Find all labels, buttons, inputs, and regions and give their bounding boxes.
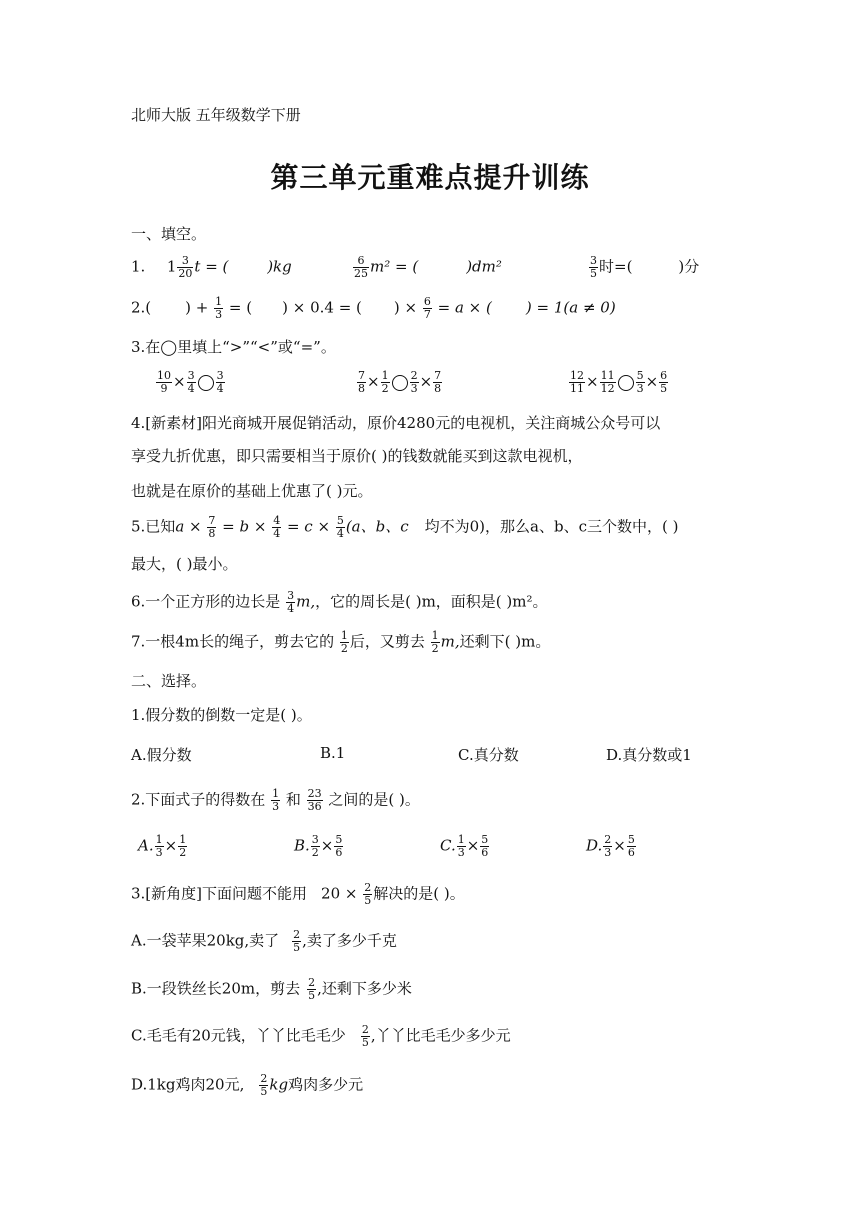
choice-2-option-c[interactable]: C. $\frac{1}{3}$ × $\frac{5}{6}$ xyxy=(440,833,489,859)
question-5: 5.已知a × $\frac{7}{8}$ = b × $\frac{4}{4}$ = c × $\frac{5}{4}$ (a、b、c 均不为0)，那么a、b、c三个数中，( ) xyxy=(131,514,679,540)
compare-1: $\frac{10}{9}$ × $\frac{3}{4}$ $\frac{3}{4}$ xyxy=(157,369,224,395)
question-4-line-2: 享受九折优惠，即只需要相当于原价( )的钱数就能买到这款电视机， xyxy=(131,447,583,465)
question-1: 1. 1 $\frac{3}{20}$ t = ( )kg xyxy=(131,254,292,280)
choice-1-option-d[interactable]: D.真分数或1 xyxy=(606,746,692,764)
fraction: $\frac{3}{20}$ xyxy=(178,254,193,280)
question-4-line-3: 也就是在原价的基础上优惠了( )元。 xyxy=(131,482,373,500)
page-title: 第三单元重难点提升训练 xyxy=(270,161,590,194)
choice-1-option-a[interactable]: A.假分数 xyxy=(131,746,192,764)
choice-3-option-d[interactable]: D.1kg鸡肉20元, $\frac{2}{5}$ kg鸡肉多少元 xyxy=(131,1072,364,1098)
question-1b: $\frac{6}{25}$ m² = ( )dm² xyxy=(354,254,502,280)
choice-3-option-c[interactable]: C.毛毛有20元钱，丫丫比毛毛少 $\frac{2}{5}$ ,丫丫比毛毛少多少元 xyxy=(131,1023,511,1049)
choice-2-option-a[interactable]: A. $\frac{1}{3}$ × $\frac{1}{2}$ xyxy=(138,833,187,859)
choice-2-option-b[interactable]: B. $\frac{3}{2}$ × $\frac{5}{6}$ xyxy=(294,833,343,859)
question-6: 6.一个正方形的边长是 $\frac{3}{4}$ m,，它的周长是( )m，面积是( )m²。 xyxy=(131,589,548,615)
question-3: 3.在◯里填上“>”“<”或“=”。 xyxy=(131,338,336,356)
choice-1-option-b[interactable]: B.1 xyxy=(320,744,346,762)
compare-3: $\frac{12}{11}$ × $\frac{11}{12}$ $\frac{5}{3}$ × $\frac{6}{5}$ xyxy=(570,369,668,395)
section-choice: 二、选择。 xyxy=(131,672,207,690)
compare-2: $\frac{7}{8}$ × $\frac{1}{2}$ $\frac{2}{3}$ × $\frac{7}{8}$ xyxy=(358,369,442,395)
question-1c: $\frac{3}{5}$ 时=( )分 xyxy=(590,254,700,280)
compare-circle[interactable] xyxy=(392,375,408,391)
choice-3: 3.[新角度]下面问题不能用 20 × $\frac{2}{5}$ 解决的是( )。 xyxy=(131,881,465,907)
choice-2: 2.下面式子的得数在 $\frac{1}{3}$ 和 $\frac{23}{36}$ 之间的是( )。 xyxy=(131,787,420,813)
question-7: 7.一根4m长的绳子，剪去它的 $\frac{1}{2}$ 后，又剪去 $\frac{1}{2}$ m,还剩下( )m。 xyxy=(131,629,551,655)
question-5-line-2: 最大，( )最小。 xyxy=(131,555,238,573)
compare-circle[interactable] xyxy=(618,375,634,391)
choice-1-option-c[interactable]: C.真分数 xyxy=(458,746,519,764)
choice-1: 1.假分数的倒数一定是( )。 xyxy=(131,706,312,724)
edition-header: 北师大版 五年级数学下册 xyxy=(131,106,301,124)
choice-2-option-d[interactable]: D. $\frac{2}{3}$ × $\frac{5}{6}$ xyxy=(586,833,635,859)
compare-circle[interactable] xyxy=(198,375,214,391)
question-4-line-1: 4.[新素材]阳光商城开展促销活动，原价4280元的电视机，关注商城公众号可以 xyxy=(131,414,661,432)
section-fill-blank: 一、填空。 xyxy=(131,225,207,243)
choice-3-option-a[interactable]: A.一袋苹果20kg,卖了 $\frac{2}{5}$ ,卖了多少千克 xyxy=(131,928,397,954)
choice-3-option-b[interactable]: B.一段铁丝长20m，剪去 $\frac{2}{5}$ ,还剩下多少米 xyxy=(131,976,412,1002)
question-2: 2.( ) + $\frac{1}{3}$ = ( ) × 0.4 = ( ) × $\frac{6}{7}$ = a × ( ) = 1(a ≠ 0) xyxy=(131,295,616,321)
